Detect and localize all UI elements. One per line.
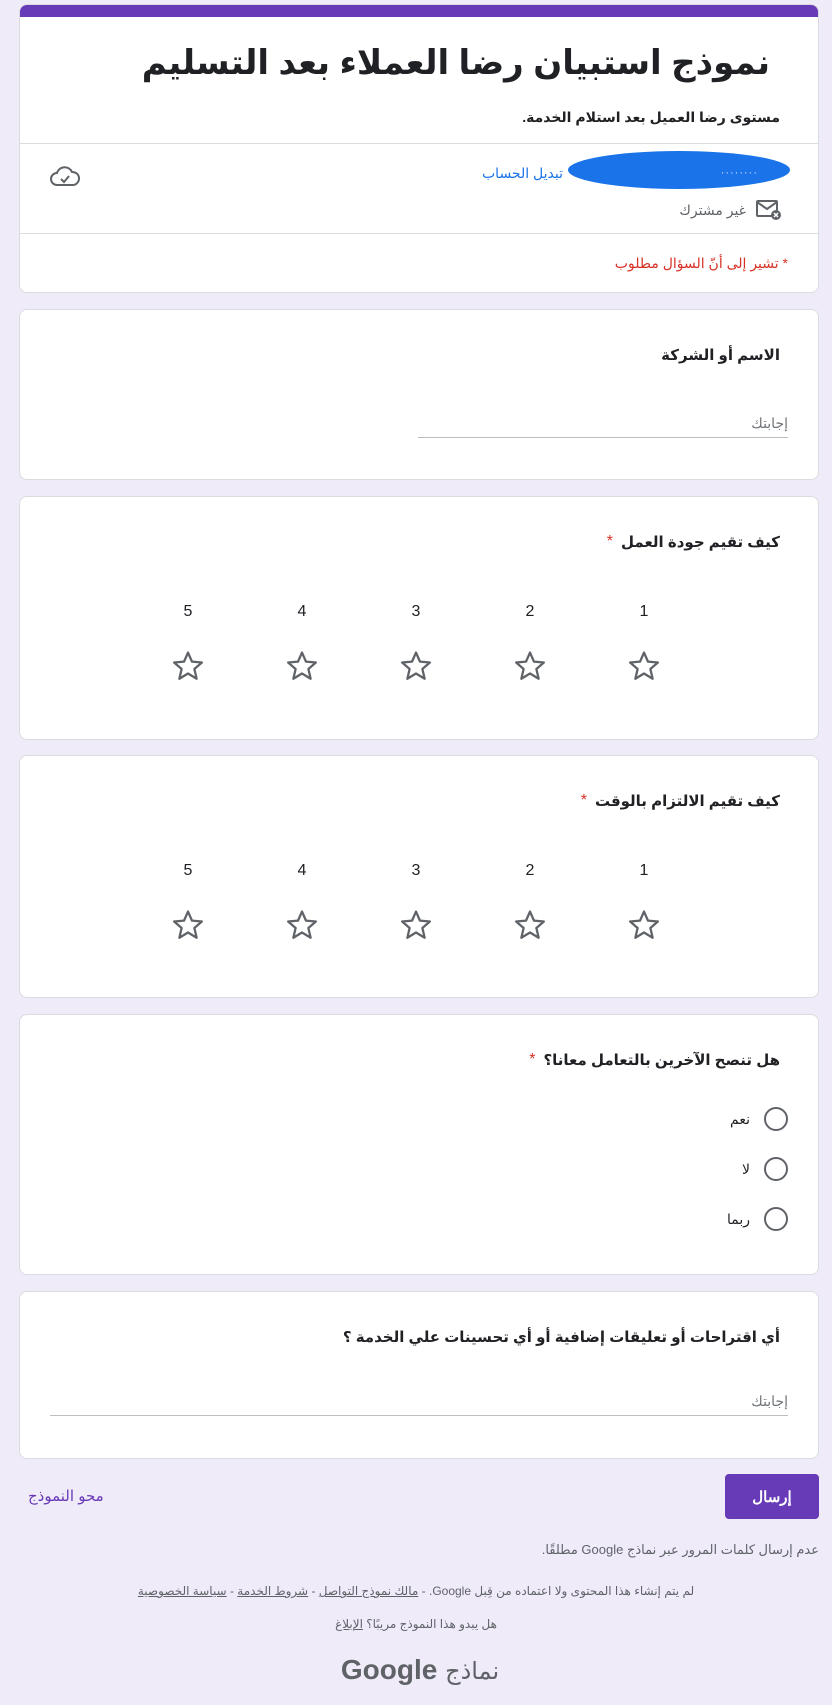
footer-report-line xyxy=(0,1617,832,1631)
required-note: * تشير إلى أنّ السؤال مطلوب xyxy=(614,255,788,271)
rating-label: 3 xyxy=(411,603,421,620)
switch-account-link[interactable]: تبديل الحساب xyxy=(482,165,563,181)
footer-disclaimer-line: لم يتم إنشاء هذا المحتوى ولا اعتماده من قِبل Google. - مالك نموذج التواصل - شروط الخدمة - سياسة الخصوصية xyxy=(137,1584,695,1598)
rating-label: 1 xyxy=(639,603,649,620)
not-shared-label: غير مشترك xyxy=(679,201,746,218)
rating-option[interactable] xyxy=(500,862,560,947)
rating-label: 4 xyxy=(297,862,307,879)
question-title xyxy=(607,533,780,551)
radio-option-yes[interactable] xyxy=(730,1107,788,1131)
radio-label: نعم xyxy=(730,1110,750,1127)
rating-label: 2 xyxy=(525,603,535,620)
question-card-punctuality xyxy=(19,755,819,998)
question-card-quality xyxy=(19,496,819,740)
redacted-account-email: ········ xyxy=(568,151,790,189)
star-icon[interactable] xyxy=(171,649,205,683)
name-answer-input[interactable] xyxy=(418,408,788,438)
star-icon[interactable] xyxy=(171,908,205,942)
suggestions-answer-input[interactable] xyxy=(50,1386,788,1416)
clear-form-link[interactable]: محو النموذج xyxy=(28,1488,104,1505)
logo-google-text: Google xyxy=(340,1654,438,1685)
privacy-link[interactable]: سياسة الخصوصية xyxy=(137,1584,227,1598)
star-icon[interactable] xyxy=(513,649,547,683)
question-card-name xyxy=(19,309,819,480)
form-description: مستوى رضا العميل بعد استلام الخدمة. xyxy=(522,109,780,125)
rating-label: 1 xyxy=(639,862,649,879)
google-forms-logo[interactable] xyxy=(0,1654,832,1686)
question-title xyxy=(581,792,780,810)
disclaimer-text: لم يتم إنشاء هذا المحتوى ولا اعتماده من قِبل Google. xyxy=(428,1584,695,1598)
contact-owner-link[interactable]: مالك نموذج التواصل xyxy=(318,1584,419,1598)
question-title-text: كيف تقيم الالتزام بالوقت xyxy=(594,793,780,810)
not-shared-indicator xyxy=(679,199,782,221)
required-star: * xyxy=(580,792,587,809)
radio-label: ربما xyxy=(726,1210,750,1227)
rating-option[interactable] xyxy=(386,862,446,947)
rating-label: 3 xyxy=(411,862,421,879)
header-divider-2 xyxy=(20,233,818,234)
required-star: * xyxy=(606,533,614,550)
question-title-text: كيف تقيم جودة العمل xyxy=(621,534,780,551)
question-title xyxy=(661,346,780,364)
radio-button[interactable] xyxy=(764,1107,788,1131)
star-icon[interactable] xyxy=(399,649,433,683)
rating-option[interactable] xyxy=(500,603,560,688)
report-link[interactable]: الإبلاغ xyxy=(335,1617,363,1631)
question-title-text: الاسم أو الشركة xyxy=(661,347,780,364)
star-icon[interactable] xyxy=(285,908,319,942)
question-title-text: هل تنصح الآخرين بالتعامل معانا؟ xyxy=(543,1052,780,1069)
password-warning: عدم إرسال كلمات المرور عبر نماذج Google مطلقًا. xyxy=(541,1542,819,1557)
header-divider xyxy=(20,143,818,144)
header-accent-bar xyxy=(20,5,818,17)
rating-option[interactable] xyxy=(614,603,674,688)
radio-label: لا xyxy=(742,1160,750,1177)
question-title xyxy=(343,1328,780,1346)
star-icon[interactable] xyxy=(285,649,319,683)
rating-option[interactable] xyxy=(614,862,674,947)
form-header-card xyxy=(19,4,819,293)
radio-option-no[interactable] xyxy=(742,1157,788,1181)
star-icon[interactable] xyxy=(627,649,661,683)
rating-option[interactable] xyxy=(158,862,218,947)
question-title-text: أي اقتراحات أو تعليقات إضافية أو أي تحسينات علي الخدمة ؟ xyxy=(342,1329,780,1346)
rating-option[interactable] xyxy=(272,862,332,947)
form-title: نموذج استبيان رضا العملاء بعد التسليم xyxy=(141,44,770,82)
star-icon[interactable] xyxy=(399,908,433,942)
radio-option-maybe[interactable] xyxy=(727,1207,788,1231)
rating-label: 4 xyxy=(297,603,307,620)
question-card-suggestions xyxy=(19,1291,819,1459)
star-icon[interactable] xyxy=(627,908,661,942)
suspicious-text: هل يبدو هذا النموذج مريبًا؟ xyxy=(366,1617,497,1631)
radio-button[interactable] xyxy=(764,1207,788,1231)
logo-forms-text: نماذج xyxy=(445,1658,500,1685)
rating-option[interactable] xyxy=(272,603,332,688)
rating-label: 5 xyxy=(183,862,193,879)
mail-off-icon xyxy=(756,199,782,221)
star-icon[interactable] xyxy=(513,908,547,942)
question-title xyxy=(529,1051,780,1069)
rating-option[interactable] xyxy=(158,603,218,688)
radio-button[interactable] xyxy=(764,1157,788,1181)
cloud-saved-icon xyxy=(50,165,80,189)
rating-label: 5 xyxy=(183,603,193,620)
required-star: * xyxy=(529,1051,536,1068)
question-card-recommend xyxy=(19,1014,819,1275)
submit-button[interactable]: إرسال xyxy=(725,1474,819,1519)
rating-option[interactable] xyxy=(386,603,446,688)
rating-label: 2 xyxy=(525,862,535,879)
terms-link[interactable]: شروط الخدمة xyxy=(237,1584,309,1598)
